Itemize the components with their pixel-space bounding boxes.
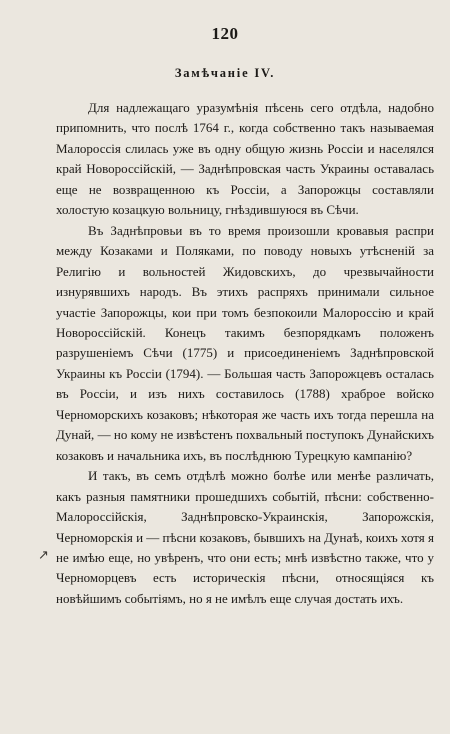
page-body [56,98,434,609]
paragraph-1: Для надлежащаго уразумѣнія пѣсень сего отдѣла, надобно припомнить, что послѣ 1764 г., когда собственно такъ называемая Малороссія слилась уже въ одну общую жизнь Россіи и населялся край Новороссійскій, — Заднѣпровская часть Украины оставалась еще не возвращенною къ Россіи, а Запорожцы составляли холостую козацкую вольницу, гнѣздившуюся въ Сѣчи. [56,100,434,218]
margin-mark-icon: ↗ [38,548,49,563]
paragraph-3: И такъ, въ семъ отдѣлѣ можно болѣе или менѣе различать, какъ разныя памятники прошедшихъ событій, пѣсни: собственно-Малороссійскія, Заднѣпровско-Украинскія, Запорожскія, Черноморскія и — пѣсни козаковъ, бывшихъ на Дунаѣ, коихъ хотя я не имѣю еще, но увѣренъ, что они есть; мнѣ извѣстно также, что у Черноморцевъ есть историческія пѣсни, относящіяся къ новѣйшимъ событіямъ, но я не имѣлъ еще случая достать ихъ. [56,468,434,606]
page-number: 120 [211,24,239,43]
section-heading: Замѣчаніе IV. [174,66,276,80]
paragraph-2: Въ Заднѣпровьи въ то время произошли кровавыя распри между Козаками и Поляками, по поводу новыхъ утѣсненій за Религію и вольностей Жидовскихъ, до чрезвычайности изнурявшихъ народъ. Въ этихъ распряхъ принимали сильное участіе Запорожцы, кои при томъ безпокоили Малороссію и край Новороссійскій. Конецъ такимъ безпорядкамъ положенъ разрушеніемъ Сѣчи (1775) и присоединеніемъ Заднѣпровской Украины къ Россіи (1794). — Большая часть Запорожцевъ осталась въ Россіи, и изъ нихъ составилось (1788) храброе войско Черноморскихъ козаковъ; нѣкоторая же часть ихъ тогда перешла на Дунай, — но кому не извѣстенъ похвальный поступокъ Дунайскихъ козаковъ и начальника ихъ, въ послѣднюю Турецкую кампанію? [56,222,434,463]
